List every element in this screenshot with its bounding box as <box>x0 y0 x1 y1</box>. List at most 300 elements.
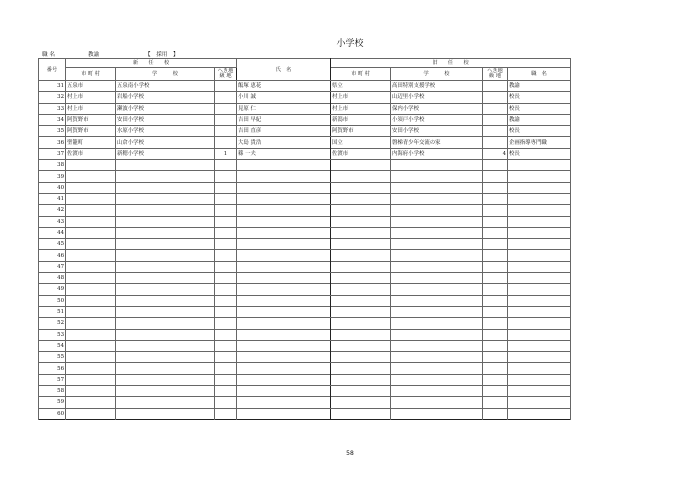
new-municipality-cell <box>66 239 116 250</box>
old-municipality-cell <box>331 160 391 171</box>
new-remote-grade-cell <box>215 239 237 250</box>
old-position-cell: 教諭 <box>508 81 571 92</box>
new-remote-grade-cell <box>215 374 237 385</box>
new-school-cell <box>116 352 215 363</box>
name-cell <box>237 295 331 306</box>
new-remote-grade-cell <box>215 306 237 317</box>
new-remote-grade-cell <box>215 363 237 374</box>
old-school-cell <box>391 239 483 250</box>
old-remote-grade-cell <box>483 160 508 171</box>
name-cell <box>237 397 331 408</box>
new-municipality-cell: 阿賀野市 <box>66 114 116 125</box>
old-remote-grade-cell <box>483 340 508 351</box>
old-remote-grade-cell <box>483 386 508 397</box>
old-school-cell: 磐梯青少年交流の家 <box>391 137 483 148</box>
table-row <box>39 340 571 351</box>
table-row <box>39 306 571 317</box>
new-school-cell <box>116 306 215 317</box>
new-municipality-cell <box>66 216 116 227</box>
old-school-cell <box>391 306 483 317</box>
new-municipality-cell <box>66 329 116 340</box>
new-remote-grade-cell <box>215 81 237 92</box>
new-remote-grade-cell <box>215 397 237 408</box>
new-school-cell: 五泉南小学校 <box>116 81 215 92</box>
name-cell <box>237 171 331 182</box>
new-municipality-cell <box>66 160 116 171</box>
name-cell <box>237 193 331 204</box>
new-municipality-cell <box>66 408 116 419</box>
old-municipality-cell <box>331 261 391 272</box>
old-position-cell <box>508 227 571 238</box>
old-school-cell <box>391 397 483 408</box>
new-remote-grade-cell <box>215 261 237 272</box>
old-school-cell: 保内小学校 <box>391 103 483 114</box>
old-remote-grade-cell <box>483 295 508 306</box>
row-number: 38 <box>39 160 66 171</box>
old-municipality-cell <box>331 295 391 306</box>
new-school-cell: 新穂小学校 <box>116 148 215 159</box>
new-school-cell <box>116 273 215 284</box>
old-remote-grade-cell <box>483 92 508 103</box>
new-school-cell <box>116 408 215 419</box>
new-remote-grade-cell <box>215 114 237 125</box>
row-number: 55 <box>39 352 66 363</box>
table-row <box>39 182 571 193</box>
table-row <box>39 408 571 419</box>
table-row <box>39 363 571 374</box>
new-remote-grade-cell <box>215 284 237 295</box>
old-position-cell <box>508 295 571 306</box>
new-school-cell <box>116 284 215 295</box>
header-old-school: 学 校 <box>391 68 483 81</box>
old-remote-grade-cell <box>483 250 508 261</box>
name-cell: 篠 一夫 <box>237 148 331 159</box>
old-school-cell <box>391 273 483 284</box>
row-number: 59 <box>39 397 66 408</box>
name-cell <box>237 182 331 193</box>
new-school-cell: 岩船小学校 <box>116 92 215 103</box>
old-remote-grade-cell <box>483 273 508 284</box>
position-label: 職 名 <box>42 52 55 58</box>
new-municipality-cell <box>66 295 116 306</box>
old-municipality-cell <box>331 239 391 250</box>
new-remote-grade-cell <box>215 126 237 137</box>
old-remote-grade-cell <box>483 81 508 92</box>
old-municipality-cell <box>331 408 391 419</box>
header-old-position: 職 名 <box>508 68 571 81</box>
new-municipality-cell: 村上市 <box>66 92 116 103</box>
row-number: 39 <box>39 171 66 182</box>
old-remote-grade-cell <box>483 329 508 340</box>
name-cell <box>237 261 331 272</box>
new-school-cell <box>116 193 215 204</box>
old-position-cell <box>508 182 571 193</box>
old-municipality-cell: 村上市 <box>331 103 391 114</box>
old-school-cell <box>391 182 483 193</box>
table-row <box>39 114 571 125</box>
old-municipality-cell <box>331 284 391 295</box>
new-remote-grade-cell <box>215 408 237 419</box>
row-number: 33 <box>39 103 66 114</box>
table-row <box>39 261 571 272</box>
row-number: 50 <box>39 295 66 306</box>
name-cell <box>237 273 331 284</box>
new-school-cell: 山倉小学校 <box>116 137 215 148</box>
table-row <box>39 126 571 137</box>
header-remote-line2: 級 地 <box>219 73 232 79</box>
old-remote-grade-cell <box>483 261 508 272</box>
old-school-cell <box>391 408 483 419</box>
old-municipality-cell: 国立 <box>331 137 391 148</box>
old-school-cell <box>391 329 483 340</box>
header-name: 氏 名 <box>237 59 331 81</box>
old-municipality-cell <box>331 250 391 261</box>
row-number: 56 <box>39 363 66 374</box>
name-cell: 小川 誠 <box>237 92 331 103</box>
name-cell <box>237 318 331 329</box>
new-municipality-cell <box>66 340 116 351</box>
new-municipality-cell <box>66 397 116 408</box>
new-school-cell <box>116 363 215 374</box>
header-remote-line2: 級 地 <box>488 73 502 79</box>
old-municipality-cell <box>331 273 391 284</box>
header-new-school-group: 新 任 校 <box>66 59 237 68</box>
table-row <box>39 397 571 408</box>
table-row <box>39 171 571 182</box>
row-number: 48 <box>39 273 66 284</box>
old-municipality-cell <box>331 352 391 363</box>
old-municipality-cell: 県立 <box>331 81 391 92</box>
new-remote-grade-cell <box>215 352 237 363</box>
new-municipality-cell: 佐渡市 <box>66 148 116 159</box>
table-row <box>39 374 571 385</box>
row-number: 45 <box>39 239 66 250</box>
new-school-cell <box>116 205 215 216</box>
old-remote-grade-cell <box>483 182 508 193</box>
old-municipality-cell <box>331 205 391 216</box>
old-position-cell <box>508 216 571 227</box>
header-new-remote-grade <box>215 68 237 81</box>
new-remote-grade-cell <box>215 171 237 182</box>
old-remote-grade-cell <box>483 193 508 204</box>
new-municipality-cell <box>66 284 116 295</box>
table-row <box>39 239 571 250</box>
old-remote-grade-cell <box>483 126 508 137</box>
new-school-cell <box>116 386 215 397</box>
old-position-cell: 校長 <box>508 92 571 103</box>
name-cell <box>237 160 331 171</box>
table-row <box>39 318 571 329</box>
row-number: 49 <box>39 284 66 295</box>
new-municipality-cell <box>66 374 116 385</box>
old-municipality-cell <box>331 318 391 329</box>
new-remote-grade-cell <box>215 329 237 340</box>
table-row <box>39 295 571 306</box>
old-school-cell <box>391 374 483 385</box>
old-position-cell <box>508 352 571 363</box>
name-cell: 吉田 早紀 <box>237 114 331 125</box>
old-municipality-cell: 佐渡市 <box>331 148 391 159</box>
new-remote-grade-cell <box>215 182 237 193</box>
old-school-cell <box>391 352 483 363</box>
old-school-cell <box>391 363 483 374</box>
new-school-cell <box>116 261 215 272</box>
table-row <box>39 250 571 261</box>
row-number: 37 <box>39 148 66 159</box>
new-remote-grade-cell <box>215 205 237 216</box>
old-remote-grade-cell <box>483 216 508 227</box>
new-school-cell <box>116 216 215 227</box>
old-school-cell <box>391 284 483 295</box>
row-number: 35 <box>39 126 66 137</box>
new-remote-grade-cell <box>215 103 237 114</box>
old-remote-grade-cell <box>483 171 508 182</box>
name-cell: 見原 仁 <box>237 103 331 114</box>
old-school-cell <box>391 318 483 329</box>
row-number: 41 <box>39 193 66 204</box>
row-number: 51 <box>39 306 66 317</box>
old-remote-grade-cell <box>483 114 508 125</box>
row-number: 32 <box>39 92 66 103</box>
old-municipality-cell: 村上市 <box>331 92 391 103</box>
old-remote-grade-cell <box>483 103 508 114</box>
row-number: 31 <box>39 81 66 92</box>
old-remote-grade-cell <box>483 397 508 408</box>
name-cell <box>237 352 331 363</box>
new-municipality-cell <box>66 193 116 204</box>
row-number: 44 <box>39 227 66 238</box>
old-position-cell <box>508 160 571 171</box>
old-remote-grade-cell <box>483 306 508 317</box>
header-remote-line1: へき地 <box>217 67 234 74</box>
table-row <box>39 148 571 159</box>
row-number: 60 <box>39 408 66 419</box>
new-municipality-cell <box>66 250 116 261</box>
old-position-cell <box>508 318 571 329</box>
name-cell: 吉田 直彦 <box>237 126 331 137</box>
old-position-cell <box>508 408 571 419</box>
new-remote-grade-cell <box>215 340 237 351</box>
old-remote-grade-cell <box>483 374 508 385</box>
old-position-cell <box>508 397 571 408</box>
name-cell <box>237 363 331 374</box>
header-new-school: 学 校 <box>116 68 215 81</box>
name-cell: 飯塚 恵花 <box>237 81 331 92</box>
old-remote-grade-cell: 4 <box>483 148 508 159</box>
old-school-cell: 内海府小学校 <box>391 148 483 159</box>
new-municipality-cell <box>66 182 116 193</box>
old-school-cell <box>391 227 483 238</box>
new-municipality-cell <box>66 205 116 216</box>
new-municipality-cell <box>66 352 116 363</box>
new-remote-grade-cell <box>215 160 237 171</box>
old-municipality-cell <box>331 193 391 204</box>
old-position-cell <box>508 386 571 397</box>
new-remote-grade-cell <box>215 250 237 261</box>
row-number: 53 <box>39 329 66 340</box>
old-position-cell: 企画指導専門職 <box>508 137 571 148</box>
new-remote-grade-cell: 1 <box>215 148 237 159</box>
old-school-cell: 安田小学校 <box>391 126 483 137</box>
table-row <box>39 284 571 295</box>
old-municipality-cell <box>331 386 391 397</box>
name-cell <box>237 205 331 216</box>
name-cell <box>237 386 331 397</box>
table-row <box>39 137 571 148</box>
name-cell <box>237 408 331 419</box>
new-municipality-cell <box>66 318 116 329</box>
old-position-cell <box>508 273 571 284</box>
header-old-school-group: 旧 任 校 <box>331 59 571 68</box>
old-school-cell <box>391 340 483 351</box>
old-position-cell <box>508 205 571 216</box>
new-school-cell <box>116 160 215 171</box>
new-municipality-cell <box>66 171 116 182</box>
old-position-cell <box>508 363 571 374</box>
new-school-cell <box>116 171 215 182</box>
new-municipality-cell <box>66 273 116 284</box>
new-remote-grade-cell <box>215 92 237 103</box>
old-municipality-cell <box>331 374 391 385</box>
old-position-cell <box>508 193 571 204</box>
new-school-cell <box>116 295 215 306</box>
hiring-type-label: 【 採用 】 <box>145 52 179 58</box>
table-row <box>39 216 571 227</box>
old-school-cell <box>391 261 483 272</box>
old-municipality-cell <box>331 397 391 408</box>
new-remote-grade-cell <box>215 216 237 227</box>
new-school-cell <box>116 397 215 408</box>
old-school-cell <box>391 193 483 204</box>
old-school-cell <box>391 205 483 216</box>
row-number: 46 <box>39 250 66 261</box>
row-number: 34 <box>39 114 66 125</box>
old-position-cell <box>508 171 571 182</box>
new-remote-grade-cell <box>215 318 237 329</box>
new-school-cell <box>116 227 215 238</box>
table-row <box>39 205 571 216</box>
table-row <box>39 193 571 204</box>
table-row <box>39 160 571 171</box>
old-remote-grade-cell <box>483 227 508 238</box>
row-number: 43 <box>39 216 66 227</box>
old-position-cell <box>508 340 571 351</box>
personnel-table <box>38 58 571 420</box>
table-row <box>39 103 571 114</box>
old-school-cell <box>391 295 483 306</box>
old-position-cell <box>508 329 571 340</box>
new-remote-grade-cell <box>215 227 237 238</box>
new-school-cell <box>116 318 215 329</box>
header-number: 番号 <box>39 59 66 81</box>
new-school-cell <box>116 340 215 351</box>
old-remote-grade-cell <box>483 352 508 363</box>
old-municipality-cell <box>331 329 391 340</box>
new-municipality-cell <box>66 261 116 272</box>
new-remote-grade-cell <box>215 137 237 148</box>
new-school-cell <box>116 250 215 261</box>
table-row <box>39 273 571 284</box>
new-school-cell <box>116 239 215 250</box>
new-school-cell <box>116 182 215 193</box>
new-municipality-cell: 阿賀野市 <box>66 126 116 137</box>
row-number: 52 <box>39 318 66 329</box>
name-cell <box>237 306 331 317</box>
old-school-cell: 高田特別支援学校 <box>391 81 483 92</box>
old-position-cell <box>508 239 571 250</box>
old-school-cell: 山辺里小学校 <box>391 92 483 103</box>
old-municipality-cell: 新潟市 <box>331 114 391 125</box>
new-school-cell: 安田小学校 <box>116 114 215 125</box>
name-cell <box>237 329 331 340</box>
row-number: 40 <box>39 182 66 193</box>
new-school-cell: 水原小学校 <box>116 126 215 137</box>
old-position-cell: 教諭 <box>508 114 571 125</box>
new-school-cell <box>116 329 215 340</box>
new-municipality-cell <box>66 386 116 397</box>
old-position-cell <box>508 261 571 272</box>
row-number: 57 <box>39 374 66 385</box>
old-position-cell: 校長 <box>508 103 571 114</box>
new-remote-grade-cell <box>215 386 237 397</box>
name-cell <box>237 374 331 385</box>
new-municipality-cell <box>66 306 116 317</box>
old-municipality-cell <box>331 340 391 351</box>
table-row <box>39 329 571 340</box>
old-position-cell <box>508 374 571 385</box>
row-number: 58 <box>39 386 66 397</box>
old-municipality-cell: 阿賀野市 <box>331 126 391 137</box>
name-cell: 大島 貴浩 <box>237 137 331 148</box>
old-remote-grade-cell <box>483 239 508 250</box>
old-position-cell <box>508 250 571 261</box>
old-remote-grade-cell <box>483 205 508 216</box>
page-title: 小学校 <box>336 39 364 49</box>
name-cell <box>237 284 331 295</box>
new-school-cell <box>116 374 215 385</box>
table-row <box>39 81 571 92</box>
old-remote-grade-cell <box>483 284 508 295</box>
new-municipality-cell: 五泉市 <box>66 81 116 92</box>
table-row <box>39 386 571 397</box>
header-remote-line1: へき地 <box>487 67 503 74</box>
new-municipality-cell: 聖籠町 <box>66 137 116 148</box>
old-position-cell: 校長 <box>508 126 571 137</box>
old-school-cell <box>391 386 483 397</box>
old-position-cell <box>508 284 571 295</box>
old-municipality-cell <box>331 227 391 238</box>
old-municipality-cell <box>331 216 391 227</box>
old-remote-grade-cell <box>483 408 508 419</box>
old-municipality-cell <box>331 171 391 182</box>
new-municipality-cell: 村上市 <box>66 103 116 114</box>
row-number: 54 <box>39 340 66 351</box>
table-row <box>39 227 571 238</box>
old-municipality-cell <box>331 306 391 317</box>
header-old-municipality: 市 町 村 <box>331 68 391 81</box>
row-number: 42 <box>39 205 66 216</box>
new-municipality-cell <box>66 227 116 238</box>
old-remote-grade-cell <box>483 363 508 374</box>
position-value: 教諭 <box>88 52 100 58</box>
old-school-cell <box>391 216 483 227</box>
old-school-cell <box>391 171 483 182</box>
old-school-cell <box>391 160 483 171</box>
table-row <box>39 352 571 363</box>
new-remote-grade-cell <box>215 193 237 204</box>
name-cell <box>237 227 331 238</box>
header-new-municipality: 市 町 村 <box>66 68 116 81</box>
